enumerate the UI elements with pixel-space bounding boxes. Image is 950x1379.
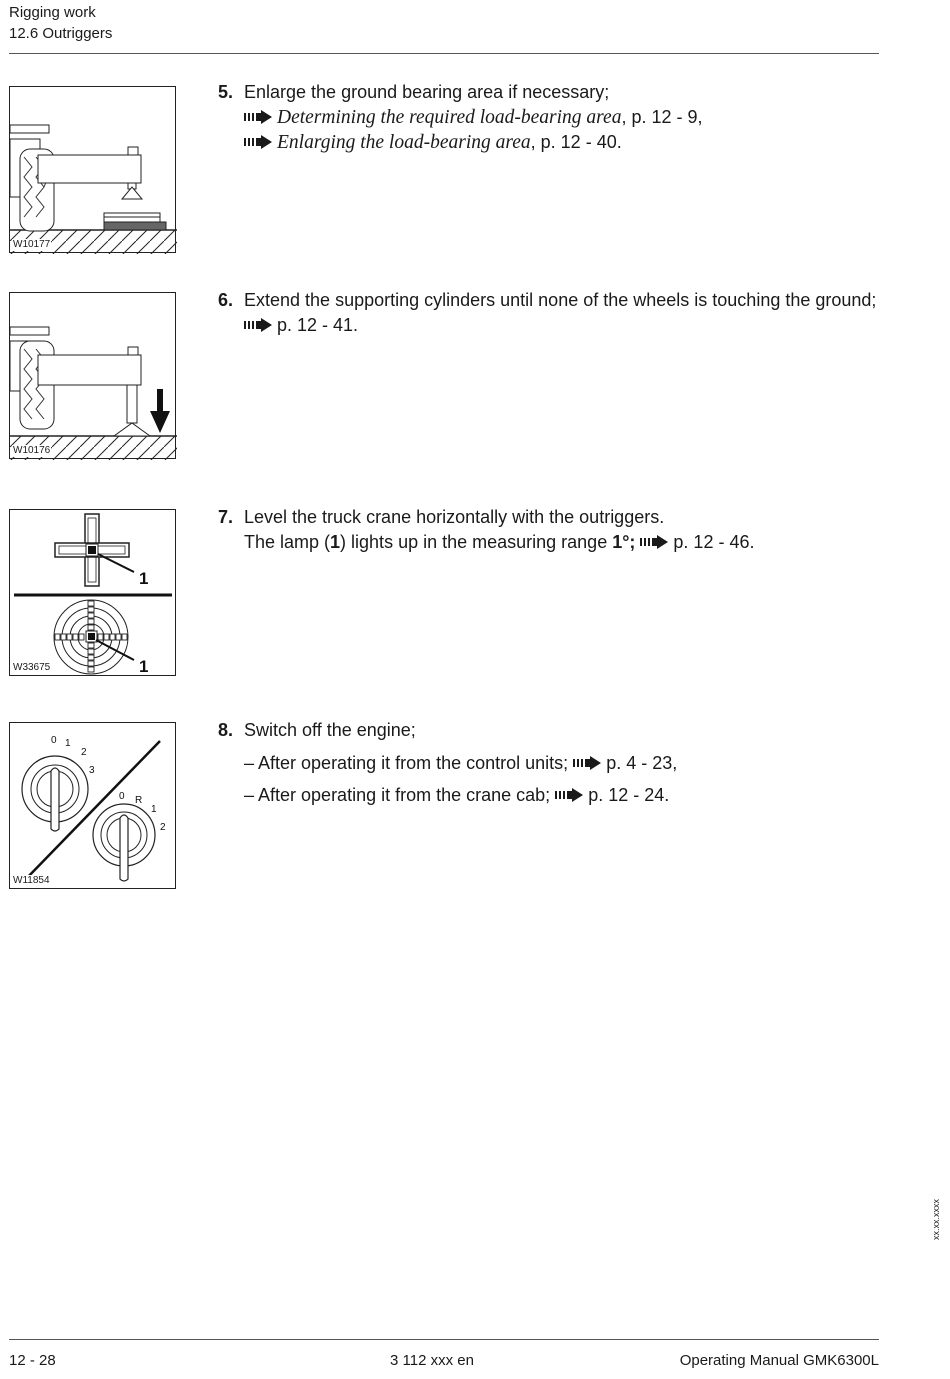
reference-arrow-icon (244, 135, 272, 149)
step-number: 8. (218, 720, 234, 740)
cross-reference[interactable] (244, 105, 883, 131)
figure-code: W10176 (13, 445, 51, 456)
side-code (920, 1190, 950, 1250)
svg-text:1: 1 (65, 738, 71, 749)
reference-page: p. 12 - 41. (277, 314, 359, 335)
reference-page: , p. 12 - 9, (621, 106, 703, 127)
footer-page-number: 12 - 28 (9, 1352, 56, 1369)
footer-doc-number: 3 112 xxx en (390, 1352, 474, 1369)
level-indicator-illustration (10, 510, 177, 677)
figure-level-crane (9, 509, 176, 676)
svg-text:3: 3 (89, 765, 95, 776)
cross-reference[interactable] (640, 532, 754, 552)
reference-page: p. 12 - 46. (673, 531, 755, 552)
reference-arrow-icon (573, 756, 601, 770)
svg-text:2: 2 (160, 822, 166, 833)
cross-reference[interactable] (244, 313, 883, 338)
reference-page: p. 12 - 24. (588, 785, 670, 805)
step-text: Switch off the engine; (244, 720, 416, 740)
reference-page: , p. 12 - 40. (530, 132, 622, 152)
reference-page: p. 4 - 23, (606, 752, 678, 773)
cross-reference[interactable] (555, 785, 669, 805)
step-text: Extend the supporting cylinders until none of the wheels is touching the ground; (244, 290, 877, 310)
reference-title: Determining the required load-bearing area (277, 106, 622, 128)
side-code-text: xx.xx.xxxx (931, 1198, 941, 1240)
figure-code: W33675 (13, 662, 51, 673)
step-5 (218, 80, 883, 156)
outrigger-with-pads-illustration (10, 87, 177, 254)
step-8 (218, 718, 883, 808)
sub-item (244, 751, 883, 776)
text-fragment: The lamp ( (244, 531, 331, 552)
callout-label: 1 (139, 657, 149, 676)
step-text: Enlarge the ground bearing area if necessary; (244, 82, 610, 102)
svg-text:1: 1 (151, 804, 157, 815)
cross-reference[interactable] (244, 130, 883, 156)
svg-text:0: 0 (119, 791, 125, 802)
step-number: 6. (218, 290, 234, 310)
svg-text:2: 2 (81, 747, 87, 758)
figure-switch-off-engine (9, 722, 176, 889)
sub-item-text: – After operating it from the crane cab; (244, 785, 551, 805)
lamp-label: 1 (330, 531, 341, 552)
footer-manual-title: Operating Manual GMK6300L (679, 1352, 879, 1369)
svg-text:0: 0 (51, 735, 57, 746)
reference-title: Enlarging the load-bearing area (277, 132, 531, 153)
measuring-range: 1°; (612, 531, 636, 552)
sub-item-text: – After operating it from the control units; (244, 752, 569, 773)
outrigger-extended-illustration (10, 293, 177, 460)
step-number: 7. (218, 507, 234, 527)
step-6 (218, 288, 883, 337)
reference-arrow-icon (555, 788, 583, 802)
figure-code: W10177 (13, 239, 51, 250)
header-rule (9, 53, 879, 54)
header-section: 12.6 Outriggers (9, 25, 113, 42)
page-header (9, 2, 112, 44)
svg-text:R: R (135, 795, 143, 806)
header-chapter: Rigging work (9, 4, 96, 21)
figure-code: W11854 (13, 875, 50, 886)
step-7 (218, 505, 883, 554)
sub-item (244, 783, 883, 808)
ignition-switches-illustration (10, 723, 177, 890)
figure-extend-cylinders (9, 292, 176, 459)
step-text: Level the truck crane horizontally with the outriggers. (244, 507, 665, 527)
step-number: 5. (218, 82, 234, 102)
reference-arrow-icon (640, 535, 668, 549)
cross-reference[interactable] (573, 753, 677, 773)
footer-rule (9, 1339, 879, 1340)
text-fragment: ) lights up in the measuring range (340, 531, 613, 552)
step-text-line-2 (244, 530, 883, 555)
reference-arrow-icon (244, 110, 272, 124)
figure-enlarge-bearing-area (9, 86, 176, 253)
reference-arrow-icon (244, 318, 272, 332)
callout-label: 1 (139, 569, 149, 588)
